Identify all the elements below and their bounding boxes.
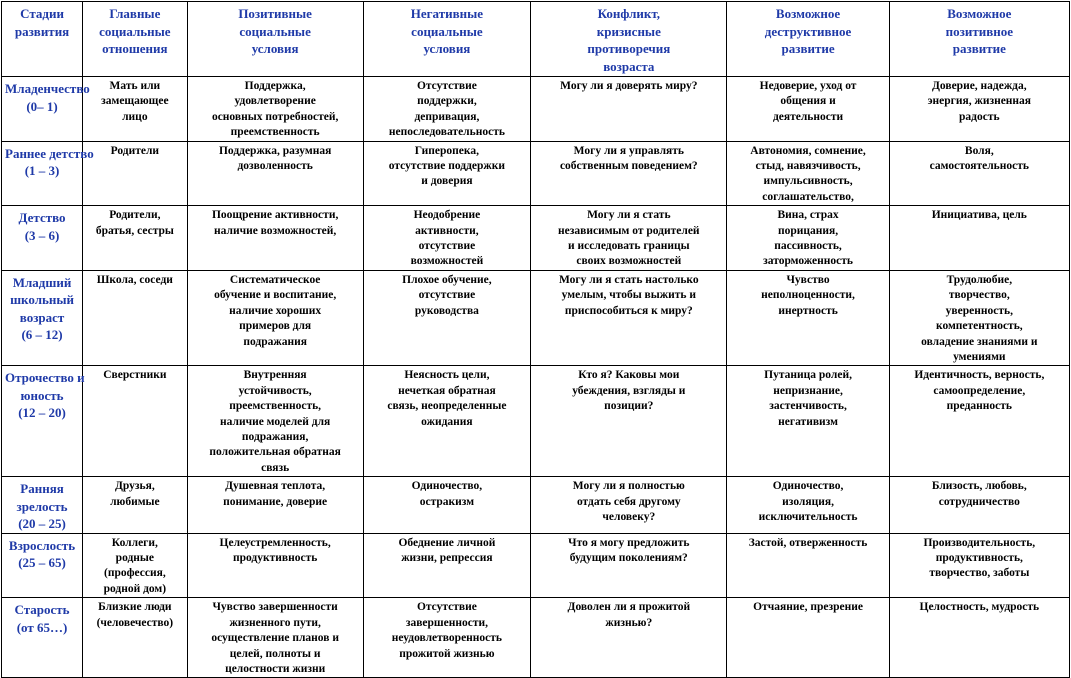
cell-line: уверенность, — [945, 304, 1013, 317]
cell-line: дозволенность — [237, 160, 313, 173]
positive-development-cell — [889, 77, 1069, 142]
cell-line: убеждения, взгляды и — [572, 384, 686, 397]
cell-line: своих возможностей — [576, 255, 682, 268]
cell-line: связь, неопределенные — [387, 400, 507, 413]
cell-line: наличие моделей для — [220, 415, 331, 428]
relations-cell — [83, 533, 188, 598]
cell-line: условия — [423, 41, 471, 56]
cell-line: развития — [14, 23, 70, 39]
cell-line: Трудолюбие, — [946, 273, 1013, 286]
cell-line: Гиперопека, — [414, 144, 479, 157]
cell-line: неудовлетворенность — [391, 632, 503, 645]
cell-line: связь — [261, 461, 290, 474]
relations-cell — [83, 477, 188, 534]
cell-line: Позитивные — [238, 6, 312, 21]
cell-line: (25 – 65) — [18, 555, 66, 571]
cell-line: Неясность цели, — [404, 369, 490, 382]
cell-line: жизненного пути, — [229, 616, 321, 629]
cell-line: Обеднение личной — [398, 536, 496, 549]
header-cell — [187, 2, 363, 77]
cell-line: (от 65…) — [16, 619, 68, 635]
positive-conditions-cell — [187, 477, 363, 534]
table-row — [2, 141, 1070, 206]
relations-cell — [83, 77, 188, 142]
cell-line: Кто я? Каковы мои — [578, 369, 680, 382]
cell-line: Одиночество, — [411, 480, 483, 493]
cell-line: Внутренняя — [243, 369, 307, 382]
cell-line: Инициатива, цель — [931, 209, 1027, 222]
conflict-cell — [531, 366, 727, 477]
stage-cell — [2, 477, 83, 534]
destructive-development-cell — [727, 206, 889, 271]
cell-line: непризнание, — [773, 384, 843, 397]
cell-line: заторможенность — [763, 255, 853, 268]
relations-cell — [83, 270, 188, 365]
header-cell — [727, 2, 889, 77]
positive-conditions-cell — [187, 533, 363, 598]
conflict-cell — [531, 77, 727, 142]
cell-line: Могу ли я доверять миру? — [560, 80, 698, 92]
cell-line: Мать или — [109, 80, 161, 92]
positive-development-cell — [889, 477, 1069, 534]
cell-line: возраст — [19, 309, 65, 325]
table-row — [2, 206, 1070, 271]
positive-conditions-cell — [187, 77, 363, 142]
cell-line: кризисные — [596, 23, 661, 39]
cell-line: Коллеги, — [111, 536, 158, 549]
cell-line: Систематическое — [229, 273, 321, 286]
positive-development-cell — [889, 206, 1069, 271]
cell-line: Близость, любовь, — [931, 480, 1027, 493]
positive-development-cell — [889, 598, 1069, 678]
cell-line: зрелость — [16, 498, 68, 514]
negative-conditions-cell — [363, 141, 531, 206]
cell-line: Родители — [110, 144, 160, 157]
cell-line: отсутствие — [418, 240, 476, 253]
stage-cell — [2, 270, 83, 365]
cell-line: радость — [959, 110, 1000, 123]
table-row — [2, 77, 1070, 142]
table-row — [2, 366, 1070, 477]
positive-development-cell — [889, 141, 1069, 206]
cell-line: отсутствие — [418, 289, 476, 302]
negative-conditions-cell — [363, 270, 531, 365]
cell-line: Могу ли я стать настолько — [558, 273, 699, 286]
cell-line: юность — [20, 387, 64, 403]
negative-conditions-cell — [363, 533, 531, 598]
cell-line: целей, полноты и — [229, 647, 321, 660]
cell-line: собственным поведением? — [559, 160, 698, 173]
table-row — [2, 477, 1070, 534]
cell-line: Поддержка, разумная — [218, 144, 332, 157]
stage-cell — [2, 206, 83, 271]
relations-cell — [83, 598, 188, 678]
cell-line: Целеустремленность, — [219, 536, 331, 549]
cell-line: негативизм — [778, 415, 838, 428]
stage-cell — [2, 366, 83, 477]
cell-line: отношения — [102, 41, 168, 56]
cell-line: подражания, — [241, 430, 309, 443]
cell-line: деструктивное — [764, 23, 852, 39]
cell-line: (6 – 12) — [21, 327, 63, 343]
cell-line: родные — [115, 552, 155, 565]
cell-line: Могу ли я полностью — [572, 480, 685, 493]
cell-line: отдать себя другому — [576, 495, 681, 508]
destructive-development-cell — [727, 141, 889, 206]
cell-line: Главные — [109, 6, 161, 21]
cell-line: Путаница ролей, — [764, 369, 852, 382]
cell-line: порицания, — [777, 224, 839, 237]
table-row — [2, 270, 1070, 365]
cell-line: непоследовательность — [388, 126, 505, 139]
destructive-development-cell — [727, 77, 889, 142]
cell-line: Производительность, — [923, 536, 1036, 549]
cell-line: Могу ли я стать — [587, 209, 671, 222]
cell-line: Раннее детство — [5, 145, 94, 161]
cell-line: подражания — [243, 335, 307, 348]
cell-line: Детство — [18, 210, 66, 226]
cell-line: Родители, — [109, 209, 161, 222]
cell-line: обучение и воспитание, — [214, 289, 337, 302]
cell-line: Чувство — [786, 273, 830, 286]
cell-line: Отрочество и — [5, 370, 85, 386]
cell-line: родной дом) — [103, 582, 167, 595]
cell-line: общения и — [780, 95, 836, 108]
negative-conditions-cell — [363, 77, 531, 142]
cell-line: противоречия — [587, 41, 671, 56]
cell-line: умениями — [953, 350, 1006, 363]
table-row — [2, 533, 1070, 598]
cell-line: социальные — [239, 23, 311, 39]
cell-line: (12 – 20) — [18, 405, 66, 421]
conflict-cell — [531, 477, 727, 534]
cell-line: Возможное — [947, 6, 1012, 21]
cell-line: остракизм — [419, 495, 475, 508]
cell-line: Сверстники — [103, 369, 167, 382]
cell-line: творчество, заботы — [929, 567, 1030, 580]
stage-cell — [2, 533, 83, 598]
cell-line: активности, — [415, 224, 479, 237]
cell-line: Старость — [14, 602, 70, 618]
cell-line: Взрослость — [8, 537, 76, 553]
cell-line: и доверия — [421, 175, 473, 188]
cell-line: Конфликт, — [597, 6, 660, 21]
table-row — [2, 598, 1070, 678]
cell-line: энергия, жизненная — [927, 95, 1032, 108]
cell-line: Чувство завершенности — [212, 601, 338, 614]
cell-line: Поддержка, — [244, 80, 306, 92]
conflict-cell — [531, 598, 727, 678]
cell-line: Друзья, — [114, 480, 155, 493]
cell-line: лицо — [122, 110, 148, 123]
cell-line: преданность — [946, 400, 1013, 413]
conflict-cell — [531, 270, 727, 365]
cell-line: любимые — [110, 495, 160, 508]
conflict-cell — [531, 141, 727, 206]
cell-line: (20 – 25) — [18, 516, 66, 532]
cell-line: ожидания — [421, 415, 473, 428]
cell-line: Идентичность, верность, — [914, 369, 1045, 382]
cell-line: неполноценности, — [761, 289, 855, 302]
positive-conditions-cell — [187, 598, 363, 678]
header-row — [2, 2, 1070, 77]
stage-cell — [2, 141, 94, 206]
cell-line: компетентность, — [935, 320, 1023, 333]
positive-conditions-cell — [187, 366, 363, 477]
cell-line: поддержки, — [417, 95, 477, 108]
cell-line: (3 – 6) — [24, 227, 60, 243]
cell-line: соглашательство, — [762, 190, 854, 203]
cell-line: преемственность, — [229, 400, 322, 413]
cell-line: умелым, чтобы выжить и — [561, 289, 696, 302]
cell-line: целостности жизни — [225, 662, 326, 675]
cell-line: Возможное — [775, 6, 841, 21]
cell-line: самоопределение, — [933, 384, 1026, 397]
cell-line: развитие — [952, 41, 1006, 56]
positive-development-cell — [889, 533, 1069, 598]
cell-line: и исследовать границы — [568, 240, 690, 253]
header-cell — [531, 2, 727, 77]
positive-conditions-cell — [187, 141, 363, 206]
cell-line: застенчивость, — [769, 400, 847, 413]
destructive-development-cell — [727, 598, 889, 678]
positive-development-cell — [889, 270, 1069, 365]
cell-line: Доверие, надежда, — [931, 80, 1027, 92]
cell-line: Школа, соседи — [96, 273, 173, 286]
cell-line: Застой, отверженность — [748, 536, 868, 549]
cell-line: завершенности, — [405, 616, 488, 629]
cell-line: импульсивность, — [763, 175, 853, 188]
cell-line: стыд, навязчивость, — [755, 160, 861, 173]
cell-line: позитивное — [945, 23, 1013, 39]
cell-line: Душевная теплота, — [225, 480, 326, 493]
cell-line: жизни, репрессия — [401, 552, 493, 565]
cell-line: отсутствие поддержки — [388, 160, 506, 173]
cell-line: Вина, страх — [777, 209, 839, 222]
cell-line: замещающее — [101, 95, 169, 108]
cell-line: возраста — [603, 58, 655, 74]
cell-line: самостоятельность — [929, 160, 1029, 173]
header-cell — [889, 2, 1069, 77]
cell-line: удовлетворение — [234, 95, 316, 108]
relations-cell — [83, 141, 188, 206]
cell-line: социальные — [99, 23, 171, 39]
cell-line: Отсутствие — [416, 601, 477, 614]
cell-line: Стадии — [20, 6, 64, 21]
cell-line: условия — [251, 41, 299, 56]
header-cell — [2, 2, 83, 77]
cell-line: позиции? — [604, 400, 654, 413]
cell-line: возможностей — [410, 255, 484, 268]
negative-conditions-cell — [363, 477, 531, 534]
cell-line: инертность — [778, 304, 838, 317]
cell-line: наличие возможностей, — [214, 224, 337, 237]
destructive-development-cell — [727, 477, 889, 534]
cell-line: Целостность, мудрость — [919, 601, 1040, 614]
cell-line: Близкие люди — [98, 601, 172, 614]
cell-line: Воля, — [964, 144, 994, 157]
cell-line: наличие хороших — [229, 304, 322, 317]
cell-line: социальные — [411, 23, 483, 39]
cell-line: пассивность, — [774, 240, 842, 253]
cell-line: основных потребностей, — [211, 110, 339, 123]
cell-line: Отсутствие — [416, 80, 477, 92]
negative-conditions-cell — [363, 598, 531, 678]
header-cell — [363, 2, 531, 77]
cell-line: примеров для — [239, 320, 312, 333]
cell-line: осуществление планов и — [211, 632, 339, 645]
cell-line: приспособиться к миру? — [564, 304, 693, 317]
stage-cell — [2, 77, 90, 142]
destructive-development-cell — [727, 270, 889, 365]
cell-line: Негативные — [410, 6, 484, 21]
cell-line: Одиночество, — [772, 480, 844, 493]
cell-line: депривация, — [414, 110, 480, 123]
cell-line: прожитой жизнью — [399, 647, 495, 660]
cell-line: понимание, доверие — [223, 495, 328, 508]
cell-line: Младенчество — [5, 81, 90, 96]
cell-line: жизнью? — [605, 616, 653, 629]
conflict-cell — [531, 206, 727, 271]
cell-line: продуктивность — [232, 552, 318, 565]
cell-line: (0– 1) — [26, 98, 58, 114]
negative-conditions-cell — [363, 366, 531, 477]
cell-line: Недоверие, уход от — [759, 80, 857, 92]
positive-conditions-cell — [187, 270, 363, 365]
destructive-development-cell — [727, 533, 889, 598]
cell-line: нечеткая обратная — [398, 384, 496, 397]
relations-cell — [83, 206, 188, 271]
cell-line: Доволен ли я прожитой — [567, 601, 691, 614]
cell-line: положительная обратная — [209, 446, 341, 459]
positive-conditions-cell — [187, 206, 363, 271]
cell-line: руководства — [414, 304, 479, 317]
cell-line: Ранняя — [20, 481, 64, 497]
cell-line: овладение знаниями и — [921, 335, 1038, 348]
cell-line: Что я могу предложить — [568, 536, 690, 549]
cell-line: человеку? — [602, 510, 656, 523]
destructive-development-cell — [727, 366, 889, 477]
cell-line: будущим поколениям? — [569, 552, 688, 565]
relations-cell — [83, 366, 188, 477]
cell-line: Поощрение активности, — [211, 209, 339, 222]
conflict-cell — [531, 533, 727, 598]
cell-line: устойчивость, — [238, 384, 312, 397]
cell-line: Отчаяние, презрение — [753, 601, 863, 614]
cell-line: братья, сестры — [95, 224, 174, 237]
cell-line: Плохое обучение, — [402, 273, 492, 286]
cell-line: независимым от родителей — [558, 224, 700, 237]
cell-line: Могу ли я управлять — [573, 144, 684, 157]
cell-line: деятельности — [772, 110, 844, 123]
cell-line: исключительность — [758, 510, 858, 523]
cell-line: (человечество) — [96, 616, 174, 629]
cell-line: (профессия, — [103, 567, 166, 580]
cell-line: изоляция, — [782, 495, 834, 508]
positive-development-cell — [889, 366, 1069, 477]
negative-conditions-cell — [363, 206, 531, 271]
header-cell — [83, 2, 188, 77]
cell-line: творчество, — [948, 289, 1010, 302]
cell-line: преемственность — [230, 126, 320, 139]
cell-line: развитие — [781, 41, 835, 56]
cell-line: Неодобрение — [413, 209, 481, 222]
cell-line: сотрудничество — [938, 495, 1020, 508]
cell-line: (1 – 3) — [24, 163, 60, 179]
cell-line: продуктивность, — [935, 552, 1023, 565]
stage-cell — [2, 598, 83, 678]
development-stages-table — [1, 1, 1070, 678]
cell-line: Младший — [12, 274, 72, 290]
cell-line: школьный — [10, 292, 74, 308]
cell-line: Автономия, сомнение, — [750, 144, 866, 157]
